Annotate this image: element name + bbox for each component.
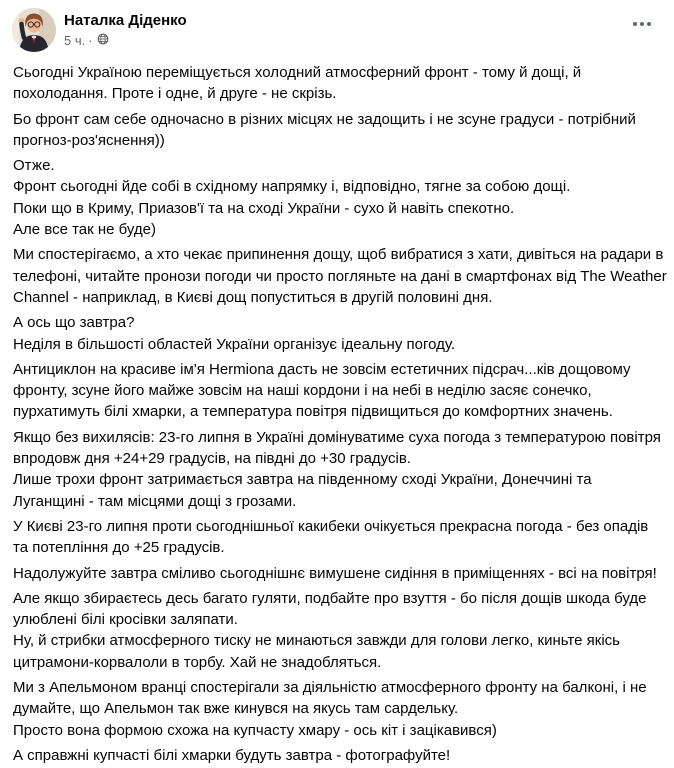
post-text-line: Але все так не буде) [13,221,156,239]
post-text-line: А ось що завтра? [13,314,135,332]
post-paragraph [13,62,660,105]
post-text-line: Бо фронт сам себе одночасно в різних місцях не задощить і не зсуне градуси - потрібний [13,110,636,128]
post-text-line: фронту, зсуне його майже зовсім на наші кордони і на небі в неділю засяє сонечко, [13,382,592,400]
post-text-line: Отже. [13,157,55,175]
meta-separator: · [88,32,93,48]
post-text-line: Лише трохи фронт затримається завтра на південному сході України, Донеччині та [13,471,592,489]
post-paragraph [13,155,660,240]
post-paragraph [13,745,660,766]
post-text-line: Якщо без вихилясів: 23-го липня в Україні домінуватиме суха погода з температурою повітря [13,428,661,446]
post-text-line: улюблені білі кросівки заляпати. [13,611,238,629]
post-text-line: Луганщині - там місцями дощі з грозами. [13,492,297,510]
post-text-line: думайте, що Апельмон так вже кинувся на якусь там сардельку. [13,700,459,718]
post-text-line: прогноз-роз'яснення)) [13,131,165,149]
post-text-line: цитрамони-корвалоли в торбу. Хай не знадобляться. [13,653,382,671]
post-text-line: похолодання. Проте і одне, й друге - не скрізь. [13,85,337,103]
post-paragraph [13,516,660,559]
post-text-line: Неділя в більшості областей України організує ідеальну погоду. [13,335,456,353]
globe-icon [97,33,109,49]
author-avatar[interactable] [12,8,56,52]
post-text-line: та потепління до +25 градусів. [13,539,225,557]
post-text-line: пурхатимуть білі хмарки, а температура повітря підвищиться до комфортних значень. [13,403,613,421]
post-text-line: Ну, й стрибки атмосферного тиску не минаються завжди для голови легко, киньте якісь [13,632,620,650]
post-paragraph [13,359,660,423]
post-text-line: Ми з Апельмоном вранці спостерігали за діяльністю атмосферного фронту на балконі, і не [13,679,647,697]
post-text-line: впродовж дня +24+29 градусів, на півдні до +30 градусів. [13,450,411,468]
post-paragraph [13,588,660,673]
post-text-line: Просто вона формою схожа на купчасту хмару - ось кіт і зацікавився) [13,721,497,739]
post-body [0,52,674,766]
author-name[interactable]: Наталка Діденко [64,12,187,29]
header-info [64,8,187,49]
post-text-line: телефоні, читайте пронози погоди чи просто погляньте на дані в смартфонах від The Weather [13,267,667,285]
avatar-photo [12,8,56,52]
post-text-line: Поки що в Криму, Приазов'ї та на сході України - сухо й навіть спекотно. [13,199,515,217]
post-paragraph [13,312,660,355]
post-header [0,0,674,52]
post-text-line: А справжні купчасті білі хмарки будуть завтра - фотографуйте! [13,746,451,764]
post-text-line: Фронт сьогодні йде собі в східному напрямку і, відповідно, тягне за собою дощі. [13,178,571,196]
post-paragraph [13,427,660,512]
timestamp[interactable]: 5 ч. [64,32,86,48]
post-paragraph [13,244,667,308]
post-text-line: Антициклон на красиве ім'я Hermiona дасть не зовсім естетичних підсрач...ків дощовому [13,360,631,378]
post-text-line: Сьогодні Україною переміщується холодний атмосферний фронт - тому й дощі, й [13,64,582,81]
post-text-line: Надолужуйте завтра сміливо сьогоднішнє вимушене сидіння в приміщеннях - всі на повітря! [13,564,657,582]
post-text-line: У Києві 23-го липня проти сьогоднішньої какибеки очікується прекрасна погода - без опадів [13,517,649,535]
post-paragraph [13,563,660,584]
post-text-line: Ми спостерігаємо, а хто чекає припинення дощу, щоб вибратися з хати, дивіться на радари в [13,246,664,264]
ellipsis-icon [633,22,637,26]
post-paragraph [13,677,660,741]
post-text-line: Але якщо збираєтесь десь багато гуляти, подбайте про взуття - бо після дощів шкода буде [13,589,647,607]
post-paragraph [13,109,660,152]
post-text-line: Channel - наприклад, в Києві дощ попуститься в другій половині дня. [13,288,493,306]
post-meta [64,32,187,49]
more-options-button[interactable] [626,14,658,34]
